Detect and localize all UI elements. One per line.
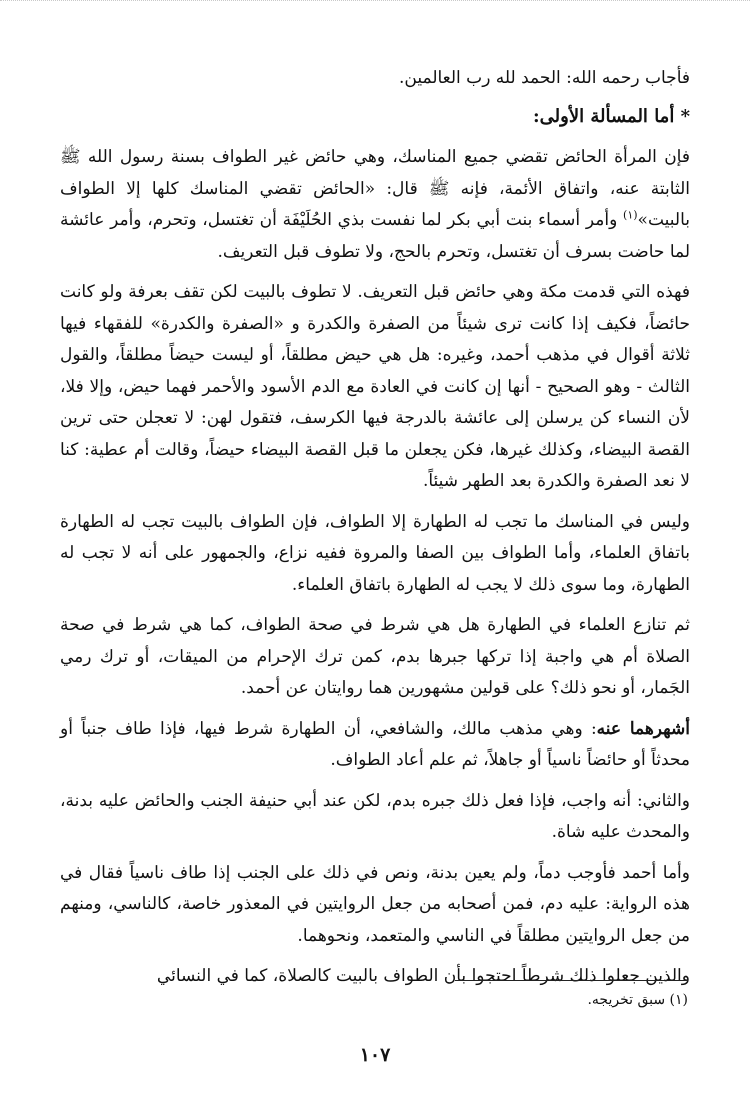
paragraph-second-opinion bbox=[60, 786, 690, 849]
paragraph-text: ثم تنازع العلماء في الطهارة هل هي شرط في صحة الطواف، كما هي شرط في صحة الصلاة أم هي واجبة إذا تركها جبرها بدم، كمن ترك الإحرام من الميقات، أو ترك رمي الجَمار، أو نحو ذلك؟ على قولين مشهورين هما روايتان عن أحمد. bbox=[60, 615, 690, 698]
paragraph-menstruating-rites bbox=[60, 142, 690, 268]
paragraph-text: وليس في المناسك ما تجب له الطهارة إلا الطواف، فإن الطواف بالبيت تجب له الطهارة باتفاق العلماء، وأما الطواف بين الصفا والمروة ففيه نزاع، والجمهور على أنه لا تجب له الطهارة، وما سوى ذلك لا يجب له الطهارة باتفاق العلماء. bbox=[60, 511, 690, 595]
footnote-marker: (١) bbox=[623, 208, 638, 222]
footnote bbox=[587, 990, 688, 1010]
paragraph-text: والذين جعلوا ذلك شرطاً احتجوا بأن الطواف بالبيت كالصلاة، كما في النسائي bbox=[156, 966, 690, 986]
paragraph-ahmad-view bbox=[60, 858, 690, 953]
first-opinion-label: أشهرهما عنه bbox=[596, 718, 690, 739]
footnote-separator bbox=[455, 980, 688, 981]
paragraph-text: : وهي مذهب مالك، والشافعي، أن الطهارة شرط فيها، فإذا طاف جنباً أو محدثاً أو حائضاً ناسياً أو جاهلاً، ثم علم أعاد الطواف. bbox=[60, 718, 690, 770]
paragraph-yellowness bbox=[60, 277, 690, 498]
paragraph-scholars-dispute bbox=[60, 610, 690, 705]
paragraph-text: وأمر أسماء بنت أبي بكر لما نفست بذي الحُلَيْفَة أن تغتسل، وتحرم، وأمر عائشة لما حاضت بسرف أن تغتسل، وتحرم بالحج، ولا تطوف قبل التعريف. bbox=[60, 210, 690, 262]
footnote-text: (١) سبق تخريجه. bbox=[587, 992, 688, 1008]
paragraph-condition-argument bbox=[60, 961, 690, 993]
opening-paragraph bbox=[60, 63, 690, 95]
main-text bbox=[60, 63, 690, 993]
opening-text: فأجاب رحمه الله: الحمد لله رب العالمين. bbox=[399, 68, 690, 88]
paragraph-text: والثاني: أنه واجب، فإذا فعل ذلك جبره بدم، لكن عند أبي حنيفة الجنب والحائض عليه بدنة، والمحدث عليه شاة. bbox=[60, 790, 690, 842]
section-heading-text: * أما المسألة الأولى: bbox=[533, 105, 690, 127]
paragraph-text: فإن المرأة الحائض تقضي جميع المناسك، وهي حائض غير الطواف بسنة رسول الله ﷺ الثابتة عنه، واتفاق الأئمة، فإنه ﷺ قال: «الحائض تقضي المناسك كلها إلا الطواف بالبيت» bbox=[60, 147, 690, 230]
paragraph-text: وأما أحمد فأوجب دماً، ولم يعين بدنة، ونص في ذلك على الجنب إذا طاف ناسياً فقال في هذه الرواية: عليه دم، فمن أصحابه من جعل الروايتين في المعذور خاصة، كالناسي، ومنهم من جعل الروايتين مطلقاً في الناسي والمتعمد، ونحوهما. bbox=[60, 862, 690, 946]
section-heading bbox=[60, 101, 690, 133]
paragraph-text: فهذه التي قدمت مكة وهي حائض قبل التعريف. لا تطوف بالبيت لكن تقف بعرفة ولو كانت حائضاً، فكيف إذا كانت ترى شيئاً من الصفرة والكدرة و «الصفرة والكدرة» للفقهاء فيها ثلاثة أقوال في مذهب أحمد، وغيره: هل هي حيض مطلقاً، أو ليست حيضاً مطلقاً، والقول الثالث - وهو الصحيح - أنها إن كانت في العادة مع الدم الأسود والأحمر فهما حيض، وإلا فلا، لأن النساء كن يرسلن إلى عائشة بالدرجة فيها الكرسف، فتقول لهن: لا تعجلن حتى ترين القصة البيضاء، وكذلك غيرها، فكن يجعلن ما قبل القصة البيضاء حيضاً، وقالت أم عطية: كنا لا نعد الصفرة والكدرة بعد الطهر شيئاً. bbox=[60, 282, 690, 491]
page-number bbox=[0, 1044, 750, 1066]
paragraph-purity-required bbox=[60, 507, 690, 602]
paragraph-first-opinion bbox=[60, 714, 690, 777]
page-number-text: ١٠٧ bbox=[359, 1044, 391, 1066]
